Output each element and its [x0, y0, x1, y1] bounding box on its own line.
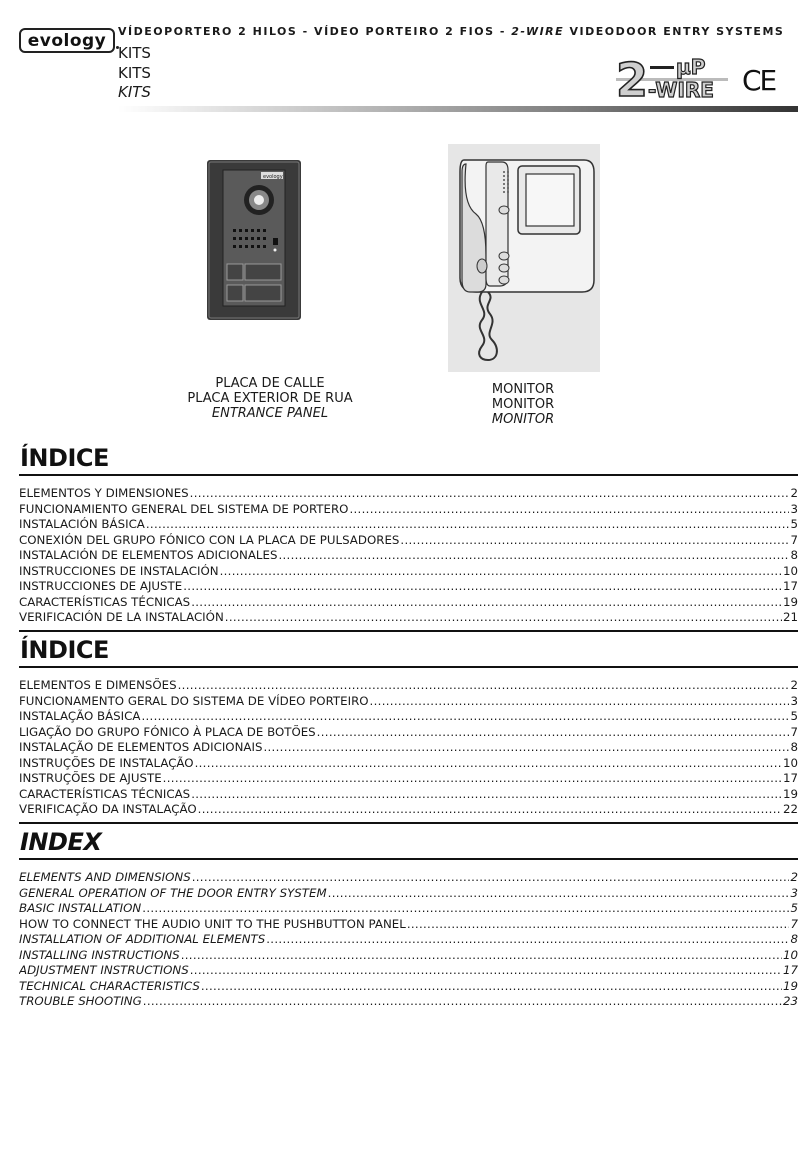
toc-entry-page: 3: [790, 885, 798, 900]
caption-panel-pt: PLACA EXTERIOR DE RUA: [187, 391, 353, 406]
toc-entry[interactable]: [19, 756, 798, 772]
toc-entry[interactable]: [19, 502, 798, 518]
toc-entry-text: GENERAL OPERATION OF THE DOOR ENTRY SYSTEM: [19, 885, 327, 900]
toc-entry-text: ADJUSTMENT INSTRUCTIONS: [19, 963, 189, 977]
toc-leader: [198, 802, 782, 818]
toc-leader: [349, 502, 789, 518]
toc-leader: [263, 740, 789, 756]
document-title: [118, 25, 784, 38]
toc-entry-text: HOW TO CONNECT THE AUDIO UNIT TO THE PUSHBUTTON PANEL: [19, 916, 406, 931]
caption-monitor-en: MONITOR: [491, 412, 555, 427]
toc-entry-page: 5: [790, 709, 798, 723]
toc-entry[interactable]: [19, 517, 798, 533]
toc-leader: [141, 709, 789, 725]
section-title: ÍNDICE: [20, 444, 109, 472]
toc-leader: [266, 932, 789, 948]
index-section-es: [19, 444, 798, 626]
toc-entry-text: INSTRUÇÕES DE INSTALAÇÃO: [19, 755, 194, 770]
toc-leader: [178, 678, 790, 694]
toc-entry-page: 7: [790, 532, 798, 547]
toc-leader: [195, 756, 782, 772]
entrance-panel-caption: [160, 376, 380, 421]
toc-leader: [183, 579, 782, 595]
toc-leader: [278, 548, 789, 564]
monitor-image: [448, 144, 600, 372]
toc-leader: [407, 917, 790, 933]
toc-entry-text: ELEMENTS AND DIMENSIONS: [19, 870, 191, 884]
badge-wire: -WIRE: [648, 78, 714, 100]
index-section-pt: [19, 636, 798, 818]
toc-list: [19, 486, 798, 626]
toc-entry-text: TECHNICAL CHARACTERISTICS: [19, 978, 200, 993]
toc-entry-page: 5: [790, 517, 798, 531]
toc-leader: [190, 963, 782, 979]
toc-entry-page: 10: [782, 755, 798, 770]
toc-entry[interactable]: [19, 870, 798, 886]
toc-entry-page: 7: [790, 724, 798, 739]
toc-entry-page: 22: [782, 802, 798, 816]
toc-entry[interactable]: [19, 932, 798, 948]
toc-leader: [163, 771, 782, 787]
toc-entry-text: INSTRUCCIONES DE AJUSTE: [19, 579, 183, 593]
toc-entry[interactable]: [19, 610, 798, 626]
toc-entry-page: 2: [790, 678, 798, 692]
toc-entry-text: INSTRUCCIONES DE INSTALACIÓN: [19, 563, 219, 578]
toc-leader: [328, 886, 790, 902]
toc-entry[interactable]: [19, 787, 798, 803]
toc-entry-page: 19: [782, 594, 798, 609]
toc-entry[interactable]: [19, 548, 798, 564]
toc-list: [19, 870, 798, 1010]
toc-entry[interactable]: [19, 709, 798, 725]
toc-entry-page: 19: [782, 786, 798, 801]
toc-leader: [143, 994, 782, 1010]
toc-entry-text: INSTALAÇÃO BÁSICA: [19, 709, 141, 723]
toc-entry[interactable]: [19, 740, 798, 756]
toc-entry[interactable]: [19, 771, 798, 787]
kits-label-es: KITS: [118, 44, 151, 62]
toc-leader: [201, 979, 782, 995]
toc-leader: [190, 486, 790, 502]
toc-entry-page: 17: [782, 579, 798, 593]
toc-leader: [400, 533, 789, 549]
toc-entry-text: INSTALLATION OF ADDITIONAL ELEMENTS: [19, 932, 266, 946]
toc-entry-page: 10: [782, 563, 798, 578]
toc-entry-text: TROUBLE SHOOTING: [19, 994, 142, 1008]
toc-leader: [192, 870, 790, 886]
toc-entry-text: INSTRUÇÕES DE AJUSTE: [19, 771, 162, 785]
header-gradient-rule: [118, 106, 798, 112]
section-rule: [19, 666, 798, 668]
caption-monitor-es: MONITOR: [491, 382, 555, 397]
toc-entry-page: 10: [782, 947, 798, 962]
toc-leader: [317, 725, 790, 741]
toc-entry[interactable]: [19, 948, 798, 964]
monitor-caption: [470, 382, 576, 427]
toc-entry[interactable]: [19, 678, 798, 694]
toc-entry[interactable]: [19, 694, 798, 710]
kits-label-pt: KITS: [118, 64, 151, 82]
toc-entry[interactable]: [19, 979, 798, 995]
toc-entry-page: 17: [782, 771, 798, 785]
toc-entry-text: CONEXIÓN DEL GRUPO FÓNICO CON LA PLACA DE PULSADORES: [19, 532, 400, 547]
toc-leader: [220, 564, 782, 580]
caption-panel-en: ENTRANCE PANEL: [211, 406, 329, 421]
ce-mark: CE: [742, 64, 776, 97]
toc-leader: [181, 948, 782, 964]
toc-entry-page: 5: [790, 901, 798, 915]
toc-entry[interactable]: [19, 886, 798, 902]
kits-label-en: KITS: [118, 83, 151, 101]
toc-entry-page: 8: [790, 740, 798, 754]
toc-entry-page: 2: [790, 870, 798, 884]
panel-brand: evology: [263, 174, 283, 180]
toc-entry-page: 23: [782, 994, 798, 1008]
title-es-pt: VÍDEOPORTERO 2 HILOS - VÍDEO PORTEIRO 2 FIOS -: [118, 25, 512, 38]
caption-monitor-pt: MONITOR: [491, 397, 555, 412]
toc-entry[interactable]: [19, 725, 798, 741]
toc-entry-text: ELEMENTOS Y DIMENSIONES: [19, 486, 189, 500]
2-wire-badge: [614, 52, 730, 100]
toc-leader: [146, 517, 790, 533]
toc-entry-text: INSTALLING INSTRUCTIONS: [19, 947, 180, 962]
entrance-panel-image: [207, 160, 301, 320]
toc-entry-text: FUNCIONAMIENTO GENERAL DEL SISTEMA DE PORTERO: [19, 501, 349, 516]
toc-entry-page: 2: [790, 486, 798, 500]
toc-entry[interactable]: [19, 963, 798, 979]
section-end-rule: [19, 822, 798, 824]
toc-entry-text: CARACTERÍSTICAS TÉCNICAS: [19, 594, 191, 609]
toc-leader: [370, 694, 790, 710]
toc-entry-text: VERIFICACIÓN DE LA INSTALACIÓN: [19, 610, 224, 624]
caption-panel-es: PLACA DE CALLE: [215, 376, 325, 391]
section-end-rule: [19, 630, 798, 632]
toc-leader: [191, 595, 782, 611]
toc-entry-page: 3: [790, 501, 798, 516]
toc-entry[interactable]: [19, 595, 798, 611]
badge-up: µP: [676, 55, 706, 79]
toc-list: [19, 678, 798, 818]
toc-entry[interactable]: [19, 564, 798, 580]
toc-entry-page: 21: [782, 610, 798, 624]
toc-entry-text: INSTALACIÓN DE ELEMENTOS ADICIONALES: [19, 548, 278, 562]
toc-entry-text: ELEMENTOS E DIMENSÕES: [19, 678, 177, 692]
toc-entry-page: 17: [782, 963, 798, 977]
toc-entry-text: BASIC INSTALLATION: [19, 901, 142, 915]
title-en-a: 2-WIRE: [511, 25, 565, 38]
section-rule: [19, 474, 798, 476]
section-title: ÍNDICE: [20, 636, 109, 664]
toc-entry-page: 19: [782, 978, 798, 993]
toc-entry-text: LIGAÇÃO DO GRUPO FÓNICO À PLACA DE BOTÕES: [19, 724, 316, 739]
toc-entry[interactable]: [19, 901, 798, 917]
title-en-b: VIDEODOOR ENTRY SYSTEMS: [564, 25, 785, 38]
toc-entry-text: INSTALAÇÃO DE ELEMENTOS ADICIONAIS: [19, 740, 263, 754]
badge-number: 2: [616, 53, 649, 100]
toc-entry[interactable]: [19, 486, 798, 502]
toc-entry-page: 8: [790, 932, 798, 946]
toc-entry[interactable]: [19, 533, 798, 549]
toc-entry-text: CARACTERÍSTICAS TÉCNICAS: [19, 786, 191, 801]
toc-entry-text: FUNCIONAMENTO GERAL DO SISTEMA DE VÍDEO PORTEIRO: [19, 693, 369, 708]
toc-entry[interactable]: [19, 802, 798, 818]
toc-leader: [142, 901, 789, 917]
toc-leader: [225, 610, 782, 626]
toc-entry[interactable]: [19, 917, 798, 933]
section-title: INDEX: [20, 828, 102, 856]
toc-entry-text: INSTALACIÓN BÁSICA: [19, 517, 145, 531]
toc-entry[interactable]: [19, 994, 798, 1010]
section-rule: [19, 858, 798, 860]
evology-logo: [19, 28, 115, 53]
toc-entry-text: VERIFICAÇÃO DA INSTALAÇÃO: [19, 802, 197, 816]
toc-entry-page: 8: [790, 548, 798, 562]
toc-entry[interactable]: [19, 579, 798, 595]
logo-text: evology: [27, 30, 107, 51]
toc-entry-page: 7: [790, 916, 798, 931]
toc-entry-page: 3: [790, 693, 798, 708]
index-section-en: [19, 828, 798, 1010]
toc-leader: [191, 787, 782, 803]
